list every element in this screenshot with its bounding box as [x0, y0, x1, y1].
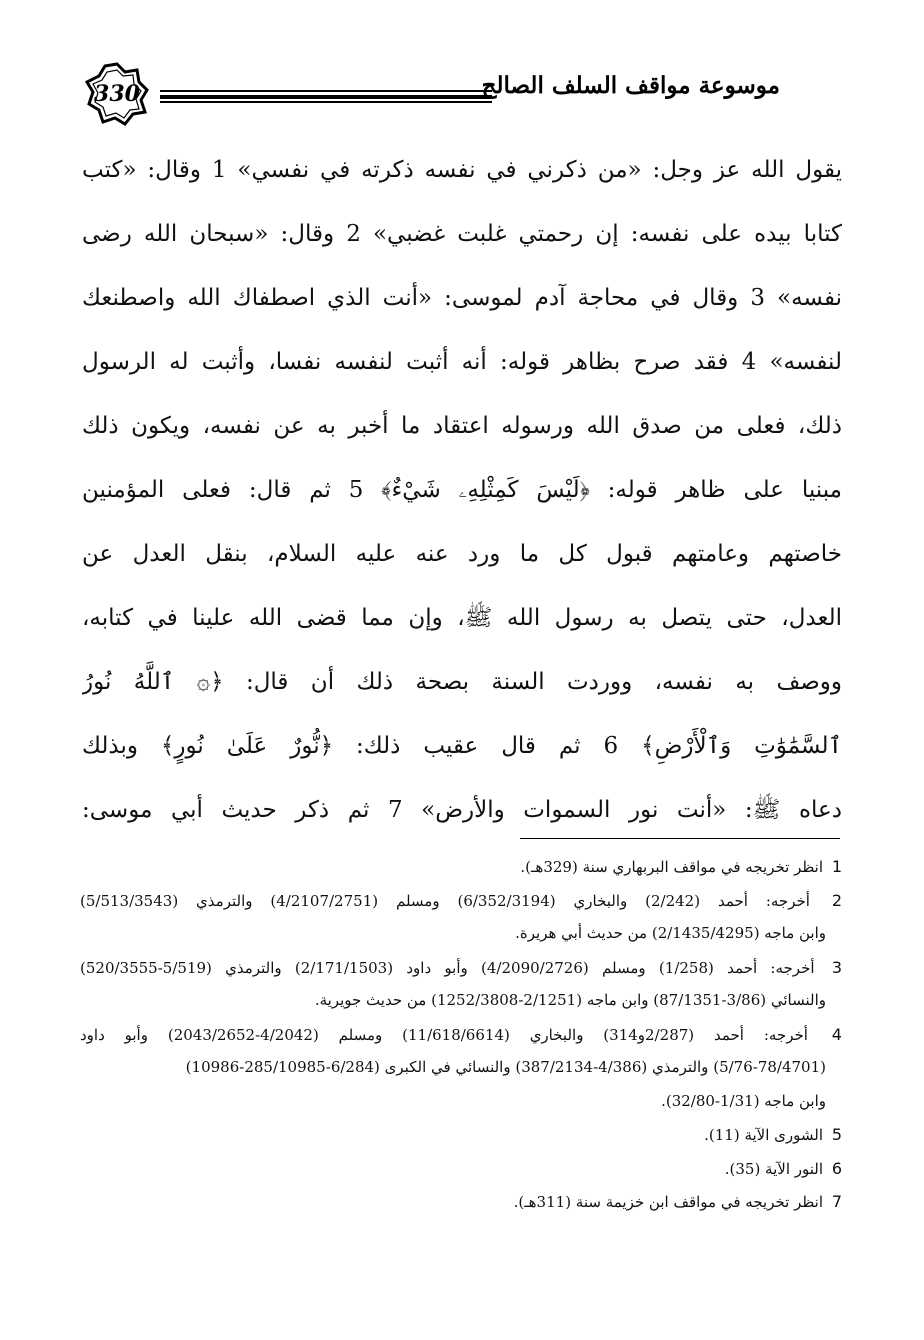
footnote-number: 4 — [831, 1024, 842, 1044]
footnote-4-continuation: وابن ماجه (1/31-32/80). — [661, 1091, 826, 1110]
text-line: ووصف به نفسه، ووردت السنة بصحة ذلك أن قال: ﴿۞ ٱللَّهُ نُورُ — [82, 669, 842, 695]
footnote-text: أخرجه: أحمد (1/258) ومسلم (4/2090/2726) وأبو داود (2/171/1503) والترمذي (5/519-520/3555) — [80, 958, 815, 977]
footnote-3 — [80, 951, 842, 985]
footnote-text: أخرجه: أحمد (2/287و314) والبخاري (11/618/6614) ومسلم (4/2042-2043/2652) وأبو داود — [80, 1025, 808, 1044]
footnote-1 — [80, 850, 842, 884]
page-header — [80, 60, 840, 150]
footnote-5 — [80, 1118, 842, 1152]
footnote-number: 2 — [831, 890, 842, 910]
text-line: نفسه» 3 وقال في محاجة آدم لموسى: «أنت الذي اصطفاك الله واصطنعك — [82, 285, 842, 311]
text-line: لنفسه» 4 فقد صرح بظاهر قوله: أنه أثبت لنفسه نفسا، وأثبت له الرسول — [82, 349, 842, 375]
text-line: خاصتهم وعامتهم قبول كل ما ورد عنه عليه السلام، بنقل العدل عن — [82, 541, 842, 567]
footnote-text: النور الآية (35). — [724, 1159, 824, 1178]
text-line: ذلك، فعلى من صدق الله ورسوله اعتقاد ما أخبر به عن نفسه، ويكون ذلك — [82, 413, 842, 439]
footnote-text: انظر تخريجه في مواقف البربهاري سنة (329هـ). — [520, 858, 824, 876]
footnote-4 — [80, 1018, 842, 1052]
footnote-2 — [80, 884, 842, 918]
main-text — [82, 138, 842, 842]
text-line: كتابا بيده على نفسه: إن رحمتي غلبت غضبي» 2 وقال: «سبحان الله رضى — [82, 221, 842, 247]
footnote-3-continuation: والنسائي (3/86-87/1351) وابن ماجه (2/1251-1252/3808) من حديث جويرية. — [314, 991, 826, 1009]
text-line: دعاه ﷺ: «أنت نور السموات والأرض» 7 ثم ذكر حديث أبي موسى: — [82, 797, 842, 823]
footnote-number: 5 — [831, 1125, 842, 1144]
footnote-text: انظر تخريجه في مواقف ابن خزيمة سنة (311هـ). — [513, 1193, 824, 1211]
text-line: العدل، حتى يتصل به رسول الله ﷺ، وإن مما قضى الله علينا في كتابه، — [82, 605, 842, 631]
footnote-2-continuation: وابن ماجه (2/1435/4295) من حديث أبي هريرة. — [515, 924, 826, 942]
footnote-7 — [80, 1185, 842, 1219]
header-rule — [160, 90, 492, 102]
footnote-number: 6 — [831, 1158, 842, 1178]
page-number: 330 — [94, 81, 140, 107]
text-line: مبنيا على ظاهر قوله: ﴿لَيْسَ كَمِثْلِهِۦ شَيْءٌ﴾ 5 ثم قال: فعلى المؤمنين — [82, 477, 842, 503]
footnote-number: 7 — [831, 1192, 842, 1211]
footnote-number: 1 — [831, 857, 842, 876]
footnote-number: 3 — [831, 957, 842, 977]
text-line: ٱلسَّمَٰوَٰتِ وَٱلْأَرْضِ﴾ 6 ثم قال عقيب ذلك: ﴿نُّورٌ عَلَىٰ نُورٍ﴾ وبذلك — [82, 733, 842, 759]
footnote-text: الشورى الآية (11). — [704, 1126, 824, 1144]
footnote-4-continuation: (5/76-78/4701) والترمذي (4/386-387/2134) والنسائي في الكبرى (6/284-285/10985-10986) — [185, 1058, 826, 1076]
running-title: موسوعة مواقف السلف الصالح — [481, 72, 780, 99]
footnote-6 — [80, 1152, 842, 1186]
footnote-separator — [520, 838, 840, 839]
footnotes — [80, 850, 842, 1219]
footnote-text: أخرجه: أحمد (2/242) والبخاري (6/352/3194) ومسلم (4/2107/2751) والترمذي (5/513/3543) — [80, 891, 810, 910]
text-line: يقول الله عز وجل: «من ذكرني في نفسه ذكرته في نفسي» 1 وقال: «كتب — [82, 157, 842, 183]
